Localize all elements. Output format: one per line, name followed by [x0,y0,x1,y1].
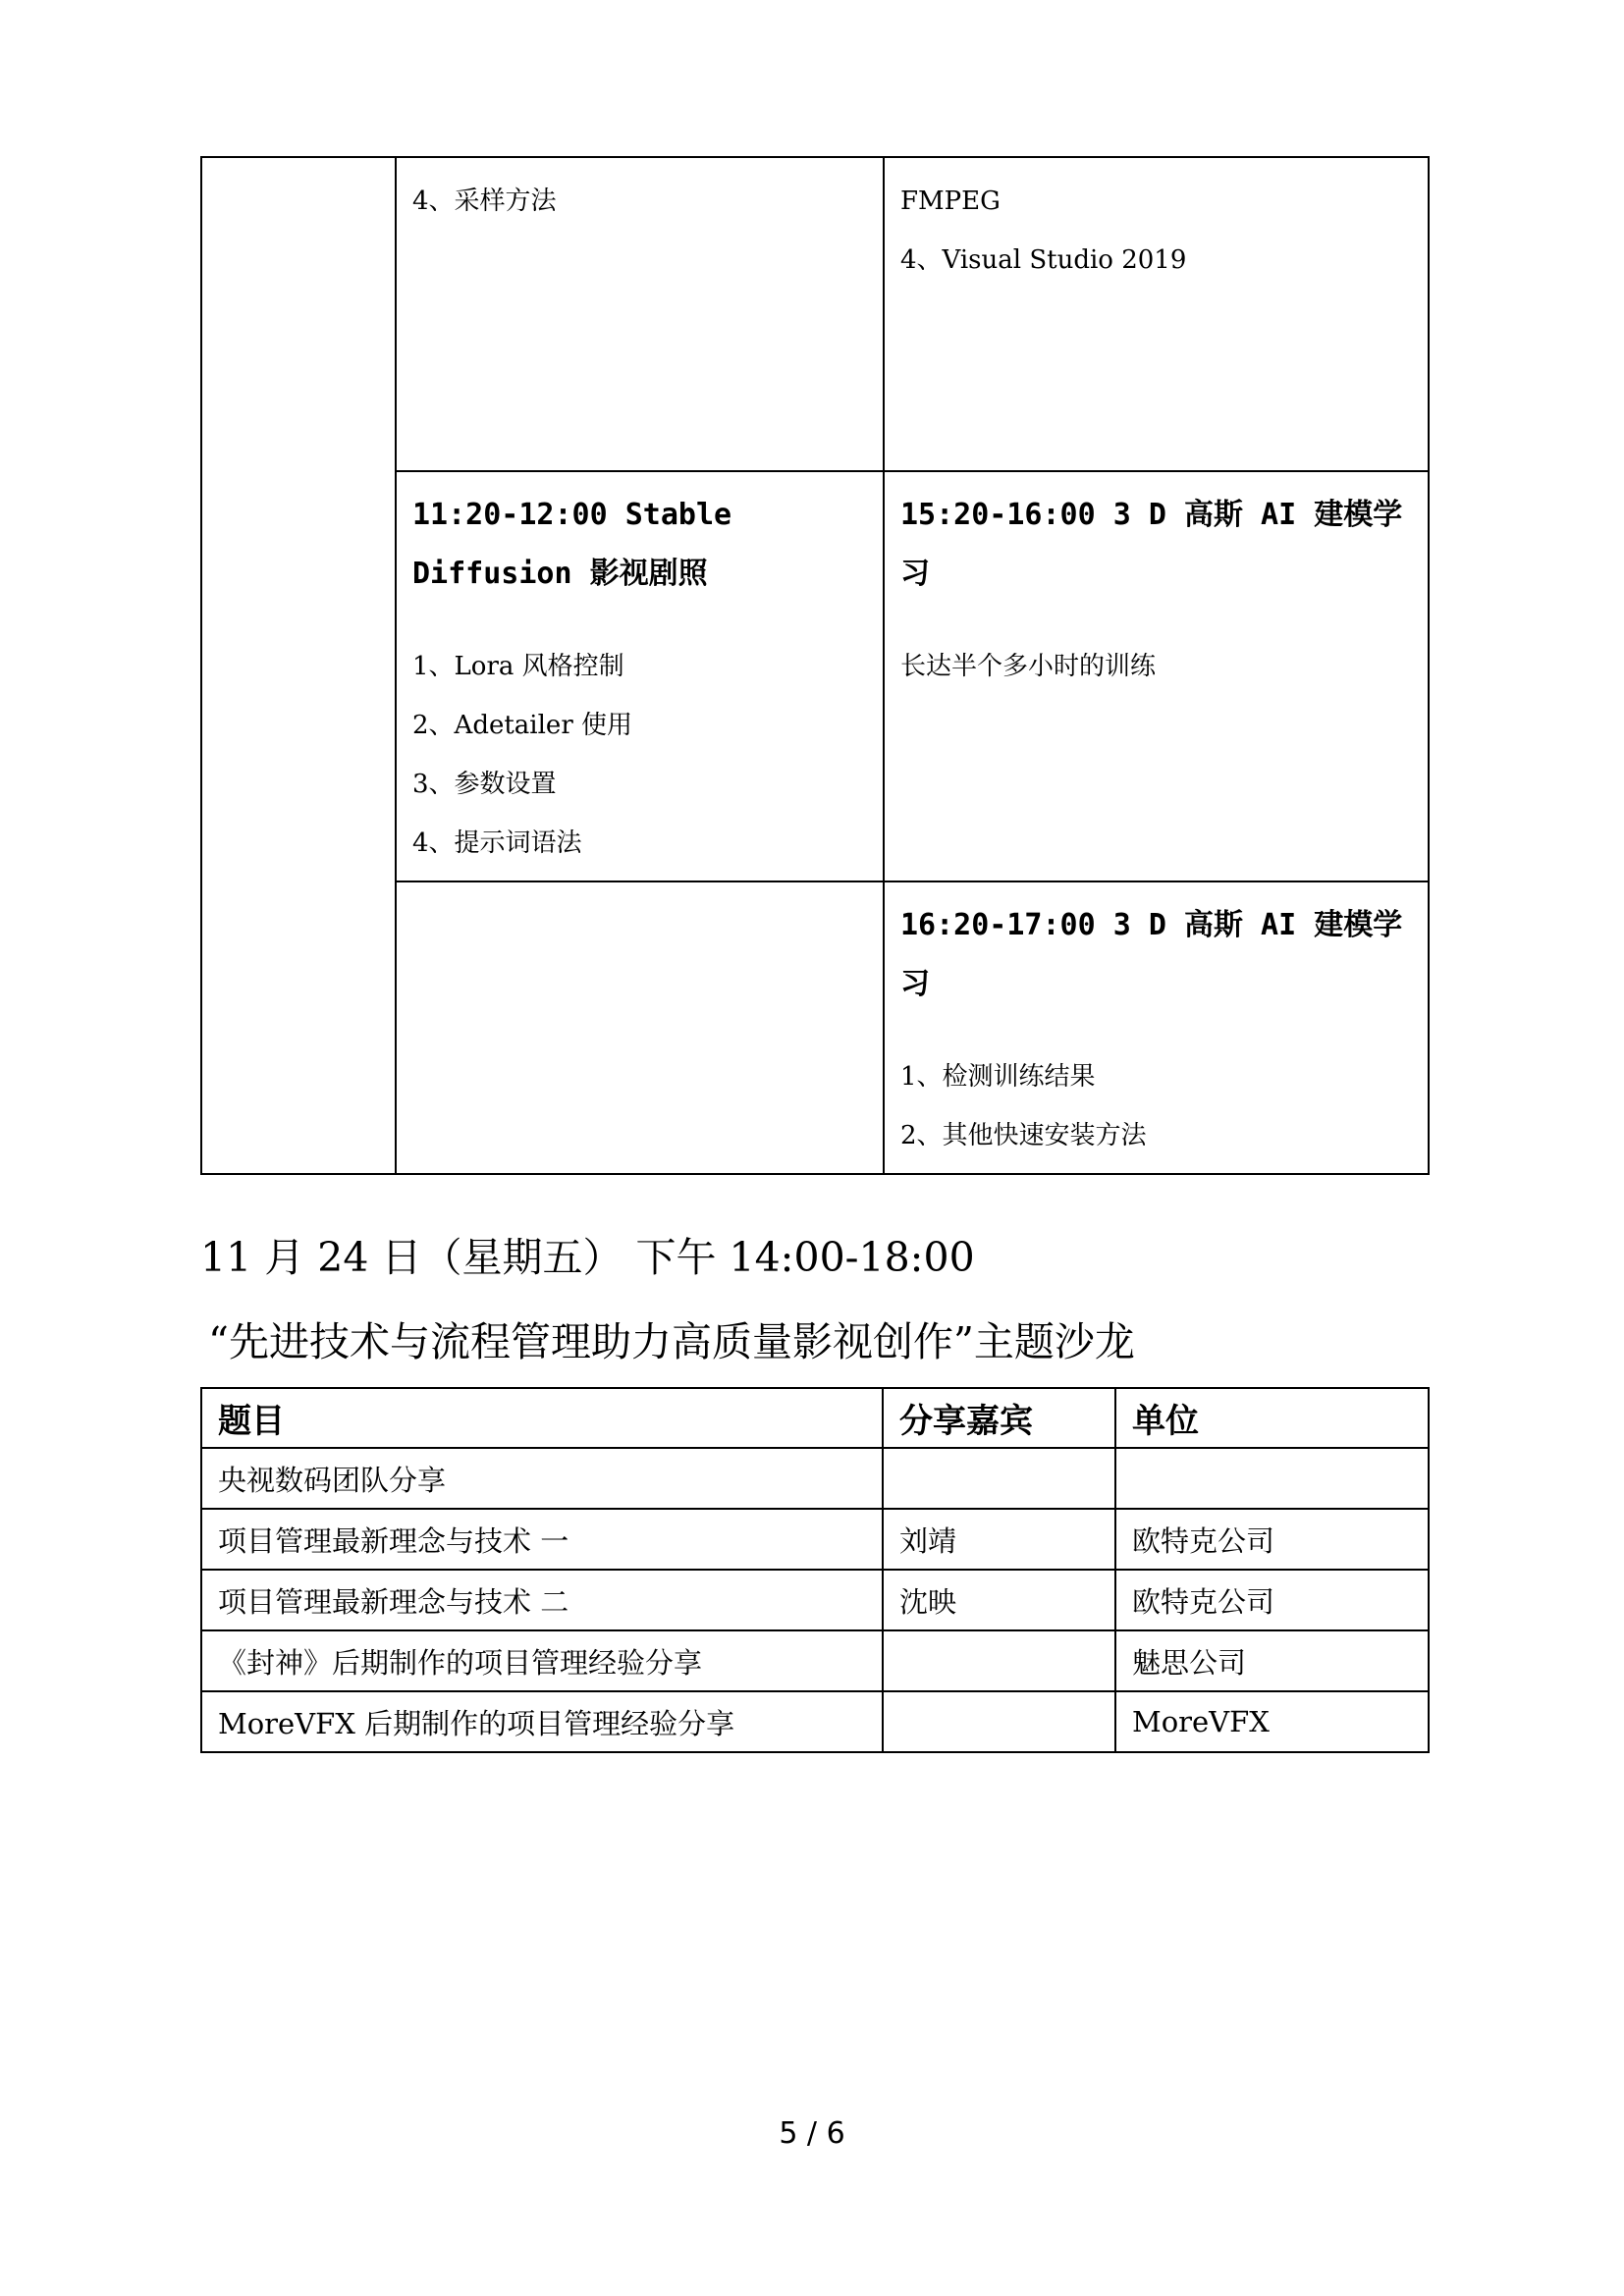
session-cell-left [396,881,884,1174]
date-heading: 11 月 24 日（星期五） 下午 14:00-18:00 [200,1234,975,1281]
session-cell-left [396,157,884,471]
session-cell-right [884,157,1429,471]
schedule-row [201,157,1429,471]
speaker-cell [883,1691,1115,1752]
speaker-cell [883,1630,1115,1691]
organization-cell: MoreVFX [1115,1691,1429,1752]
topic-cell: 项目管理最新理念与技术 一 [201,1509,883,1570]
session-cell-right [884,881,1429,1174]
topic-cell: 《封神》后期制作的项目管理经验分享 [201,1630,883,1691]
column-header-speaker: 分享嘉宾 [883,1388,1115,1448]
column-header-organization: 单位 [1115,1388,1429,1448]
session-item: 2、其他快速安装方法 [900,1121,1147,1150]
session-item: 4、Visual Studio 2019 [900,245,1187,275]
session-title: 11:20-12:00 Stable Diffusion 影视剧照 [412,498,732,591]
session-title: 16:20-17:00 3 D 高斯 AI 建模学习 [900,908,1403,1001]
schedule-table [200,156,1430,1175]
session-item: 1、Lora 风格控制 [412,652,624,681]
session-item: 4、提示词语法 [412,828,582,858]
organization-cell: 欧特克公司 [1115,1509,1429,1570]
session-item: 1、检测训练结果 [900,1062,1096,1092]
organization-cell: 欧特克公司 [1115,1570,1429,1630]
speaker-cell: 刘靖 [883,1509,1115,1570]
session-item: 长达半个多小时的训练 [900,652,1157,681]
session-item: 2、Adetailer 使用 [412,711,633,740]
schedule-left-column [201,157,396,1174]
session-item: 4、采样方法 [412,187,557,216]
page-number: 5 / 6 [779,2116,845,2151]
salon-header-row [201,1388,1429,1448]
table-row [201,1448,1429,1509]
session-item: 3、参数设置 [412,770,557,799]
salon-table [200,1387,1430,1753]
column-header-topic: 题目 [201,1388,883,1448]
speaker-cell [883,1448,1115,1509]
speaker-cell: 沈映 [883,1570,1115,1630]
session-cell-right [884,471,1429,881]
table-row [201,1509,1429,1570]
session-cell-left [396,471,884,881]
table-row [201,1630,1429,1691]
salon-heading: “先进技术与流程管理助力高质量影视创作”主题沙龙 [208,1318,1135,1365]
topic-cell: MoreVFX 后期制作的项目管理经验分享 [201,1691,883,1752]
table-row [201,1691,1429,1752]
topic-cell: 央视数码团队分享 [201,1448,883,1509]
topic-cell: 项目管理最新理念与技术 二 [201,1570,883,1630]
organization-cell: 魅思公司 [1115,1630,1429,1691]
table-row [201,1570,1429,1630]
session-item: FMPEG [900,187,1001,216]
session-title: 15:20-16:00 3 D 高斯 AI 建模学习 [900,498,1403,591]
organization-cell [1115,1448,1429,1509]
